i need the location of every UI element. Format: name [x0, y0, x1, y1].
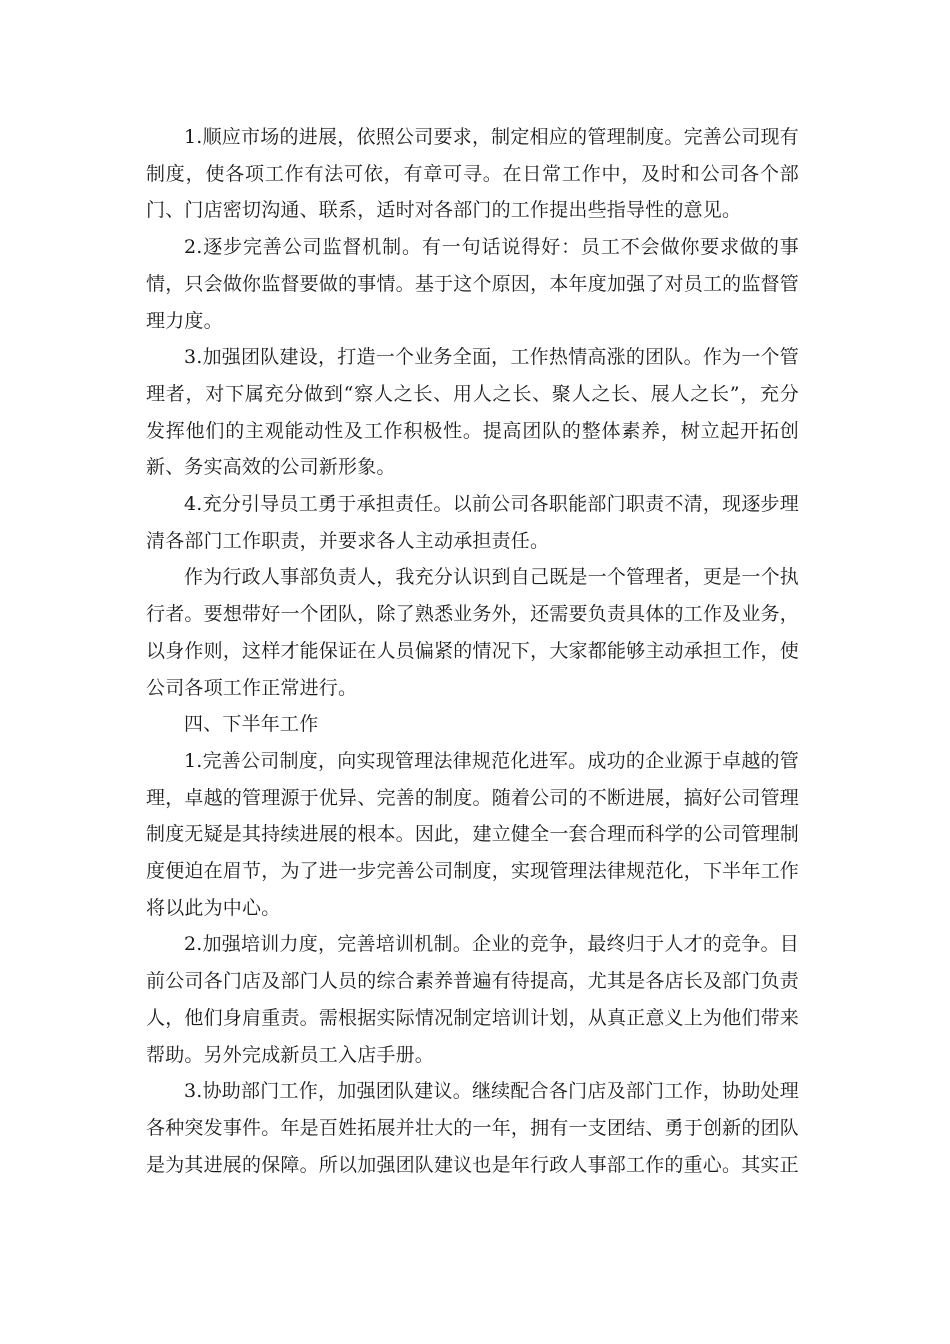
document-body [146, 119, 799, 1183]
paragraph-5: 作为行政人事部负责人，我充分认识到自己既是一个管理者，更是一个执行者。要想带好一个团队，除了熟悉业务外，还需要负责具体的工作及业务，以身作则，这样才能保证在人员偏紧的情况下，大家都能够主动承担工作，使公司各项工作正常进行。 [146, 566, 799, 699]
section-heading: 四、下半年工作 [184, 713, 319, 736]
paragraph-2: 2.逐步完善公司监督机制。有一句话说得好：员工不会做你要求做的事情，只会做你监督要做的事情。基于这个原因，本年度加强了对员工的监督管理力度。 [146, 236, 799, 332]
paragraph-8: 2.加强培训力度，完善培训机制。企业的竞争，最终归于人才的竞争。目前公司各门店及部门人员的综合素养普遍有待提高，尤其是各店长及部门负责人，他们身肩重责。需根据实际情况制定培训计划，从真正意义上为他们带来帮助。另外完成新员工入店手册。 [146, 933, 799, 1066]
paragraph-3: 3.加强团队建设，打造一个业务全面，工作热情高涨的团队。作为一个管理者，对下属充分做到“察人之长、用人之长、聚人之长、展人之长”，充分发挥他们的主观能动性及工作积极性。提高团队的整体素养，树立起开拓创新、务实高效的公司新形象。 [146, 346, 799, 479]
paragraph-9: 3.协助部门工作，加强团队建议。继续配合各门店及部门工作，协助处理各种突发事件。年是百姓拓展并壮大的一年，拥有一支团结、勇于创新的团队是为其进展的保障。所以加强团队建议也是年行政人事部工作的重心。其实正 [146, 1080, 799, 1176]
paragraph-1: 1.顺应市场的进展，依照公司要求，制定相应的管理制度。完善公司现有制度，使各项工作有法可依，有章可寻。在日常工作中，及时和公司各个部门、门店密切沟通、联系，适时对各部门的工作提出些指导性的意见。 [146, 126, 799, 222]
paragraph-4: 4.充分引导员工勇于承担责任。以前公司各职能部门职责不清，现逐步理清各部门工作职责，并要求各人主动承担责任。 [146, 493, 799, 552]
paragraph-7: 1.完善公司制度，向实现管理法律规范化进军。成功的企业源于卓越的管理，卓越的管理源于优异、完善的制度。随着公司的不断进展，搞好公司管理制度无疑是其持续进展的根本。因此，建立健全一套合理而科学的公司管理制度便迫在眉节，为了进一步完善公司制度，实现管理法律规范化，下半年工作将以此为中心。 [146, 749, 799, 919]
